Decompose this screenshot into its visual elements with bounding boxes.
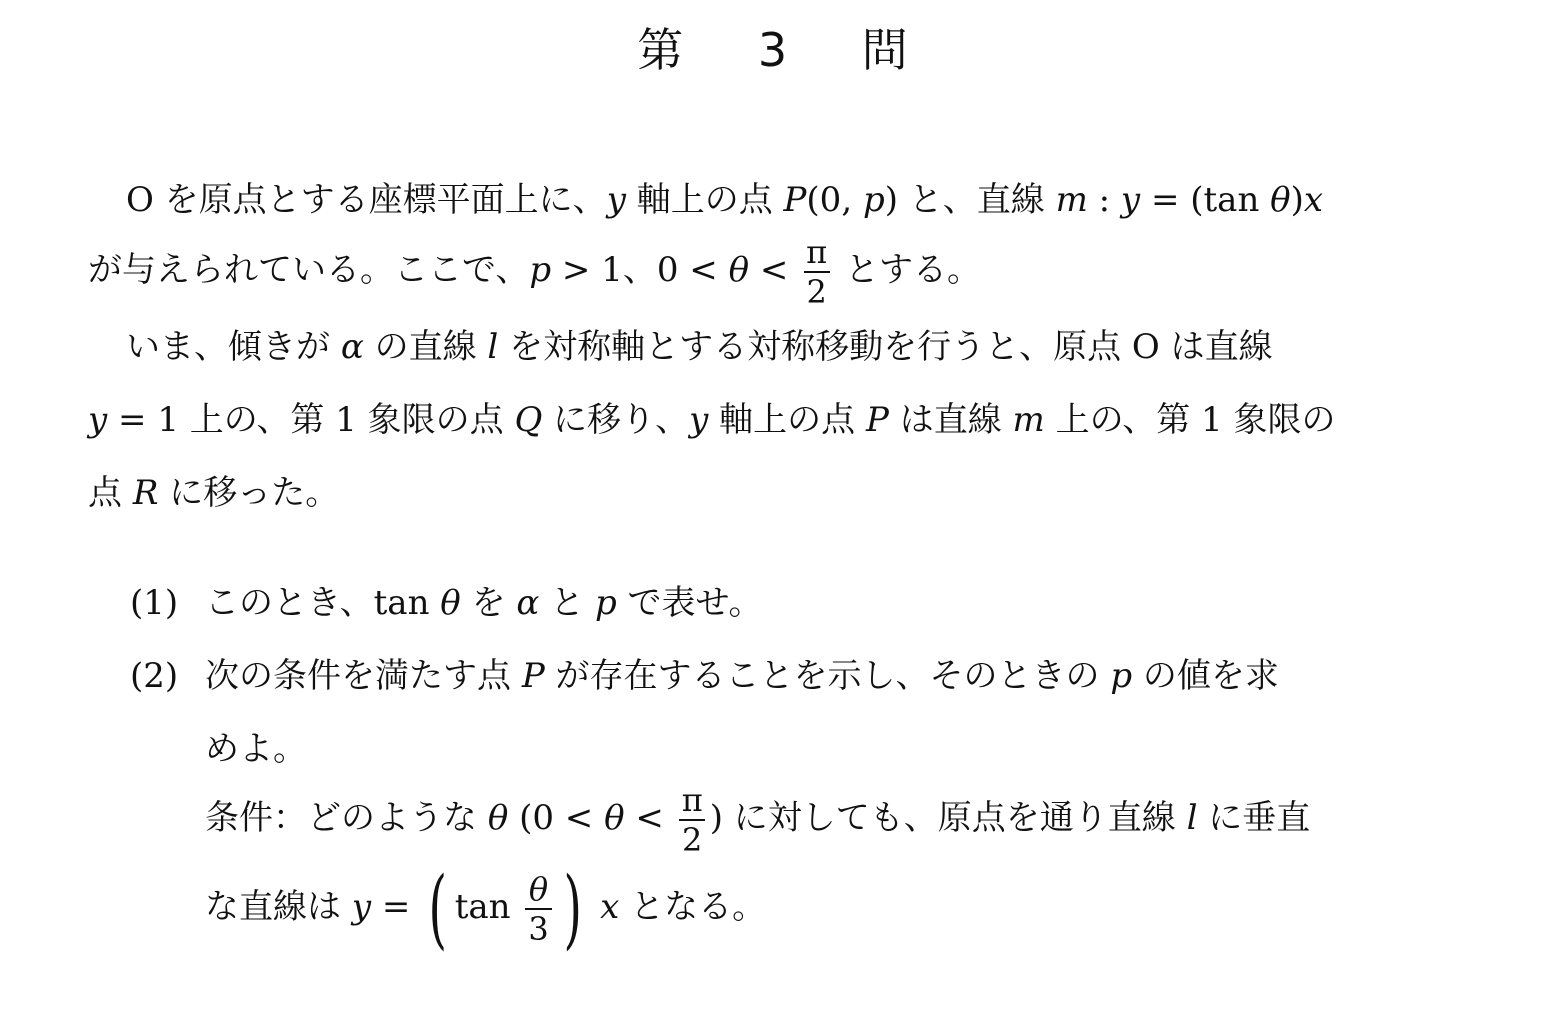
q2-line-2: めよ。 [205, 729, 307, 769]
heading-number: 3 [757, 23, 788, 77]
heading-mon: 問 [861, 23, 908, 77]
fraction-pi-over-2-cond: $\frac{\pi}{2}$ [679, 784, 706, 856]
q1-number: (1) [130, 583, 179, 623]
q2-condition-line-2: な直線は y = ( tan $\frac{\theta}{3}$ ) x となる。 [205, 859, 767, 959]
q1-text: このとき、tan θ を α と p で表せ。 [205, 583, 763, 623]
intro-line-2: が与えられている。ここで、p > 1、0 < θ < $\frac{\pi}{2}$ とする。 [88, 233, 982, 311]
q2-number: (2) [130, 656, 179, 696]
fraction-pi-over-2: $\frac{\pi}{2}$ [803, 236, 830, 308]
right-paren: ) [563, 859, 582, 959]
setup-line-3: 点 R に移った。 [88, 473, 340, 513]
left-paren: ( [428, 859, 448, 959]
intro-line-1: O を原点とする座標平面上に、y 軸上の点 P(0, p) と、直線 m : y = (tan θ)x [126, 180, 1324, 220]
q2-line-1: 次の条件を満たす点 P が存在することを示し、そのときの p の値を求 [205, 656, 1279, 696]
q2-condition-line-1: 条件：どのような θ (0 < θ < $\frac{\pi}{2}$ ) に対しても、原点を通り直線 l に垂直 [205, 781, 1311, 859]
setup-line-2: y = 1 上の、第 1 象限の点 Q に移り、y 軸上の点 P は直線 m 上の、第 1 象限の [88, 400, 1336, 440]
fraction-theta-over-3: $\frac{\theta}{3}$ [525, 873, 551, 945]
problem-heading [0, 14, 1545, 80]
heading-dai: 第 [637, 23, 684, 77]
setup-line-1: いま、傾きが α の直線 l を対称軸とする対称移動を行うと、原点 O は直線 [126, 327, 1273, 367]
tan-label: tan [454, 887, 511, 927]
